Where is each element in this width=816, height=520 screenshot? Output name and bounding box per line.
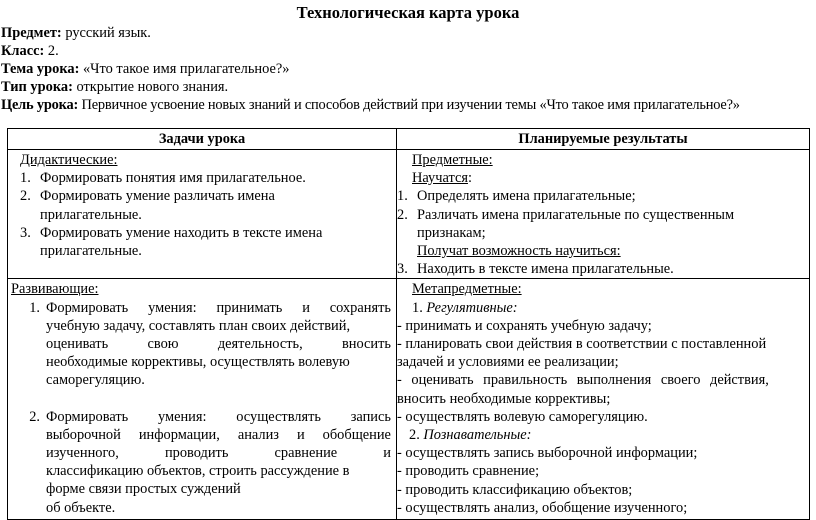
meta-value: открытие нового знания. — [72, 79, 229, 95]
header-tasks: Задачи урока — [8, 129, 397, 150]
meta-results-heading: Метапредметные: — [412, 281, 522, 298]
meta-goal — [1, 96, 740, 114]
meta-value: «Что такое имя прилагательное?» — [79, 61, 290, 77]
list-item: 1. Формировать умения: принимать и сохранять учебную задачу, составлять план своих действий, оценивать свою деятельность, вносить необходимые коррективы, осуществлять волевую саморегуляцию. — [29, 299, 391, 389]
text-line: необходимые коррективы, осуществлять волевую — [46, 354, 350, 371]
header-results: Планируемые результаты — [397, 129, 810, 150]
meta-lesson-type — [1, 78, 228, 96]
list-item: - проводить сравнение; — [397, 463, 540, 480]
list-item: - планировать свои действия в соответствии с поставленной — [397, 336, 767, 353]
text-line: учебную задачу, составлять план своих действий, — [46, 317, 351, 334]
lesson-table — [7, 128, 810, 520]
list-item-cont: признакам; — [417, 224, 486, 241]
text-line: об объекте. — [46, 499, 116, 516]
text-line: Формировать умения: осуществлять запись — [46, 408, 391, 425]
meta-label: Цель урока: — [1, 97, 79, 113]
text-line: Формировать умения: принимать и сохранять — [46, 299, 391, 316]
list-item: - оценивать правильность выполнения своего действия, — [397, 372, 769, 389]
developing-heading: Развивающие: — [11, 281, 99, 298]
list-item: - проводить классификацию объектов; — [397, 481, 633, 498]
list-item: 1. Формировать понятия имя прилагательное. — [20, 170, 306, 187]
meta-label: Тема урока: — [1, 61, 80, 77]
text-line: форме связи простых суждений — [46, 481, 241, 498]
list-item-cont: прилагательные. — [40, 206, 142, 223]
meta-value: Первичное усвоение новых знаний и способов действий при изучении темы «Что такое имя прилагательное?» — [78, 97, 740, 113]
page-title: Технологическая карта урока — [296, 3, 520, 22]
list-item-cont: прилагательные. — [40, 243, 142, 260]
meta-label: Тип урока: — [1, 79, 73, 95]
regulative-heading: 1. Регулятивные: — [412, 299, 518, 316]
subject-heading: Предметные: — [412, 152, 493, 168]
list-item: задачей и условиями ее реализации; — [397, 354, 619, 371]
list-item: 2. Различать имена прилагательные по существенным — [397, 206, 735, 223]
list-item: - осуществлять волевую саморегуляцию. — [397, 408, 648, 425]
list-item: - осуществлять запись выборочной информации; — [397, 445, 698, 462]
list-item: 2. Формировать умение различать имена — [20, 188, 275, 205]
meta-label: Класс: — [1, 43, 45, 59]
cell-developing — [8, 279, 397, 520]
list-item: - осуществлять анализ, обобщение изученного; — [397, 499, 688, 516]
cell-didactic — [8, 150, 397, 279]
cognitive-heading: 2. Познавательные: — [409, 427, 532, 444]
list-item: - принимать и сохранять учебную задачу; — [397, 317, 652, 334]
text-line: оценивать свою деятельность, вносить — [46, 336, 391, 353]
list-item: 2. Формировать умения: осуществлять запись выборочной информации, анализ и обобщение изученного, проводить сравнение и классификацию объектов, строить рассуждение в форме связи простых суждений об объекте. — [29, 408, 391, 516]
text-line: классификацию объектов, строить рассуждение в — [46, 463, 350, 480]
meta-value: 2. — [44, 43, 59, 59]
meta-label: Предмет: — [1, 25, 62, 41]
list-item: 3. Находить в тексте имена прилагательные. — [397, 261, 674, 278]
meta-subject — [1, 24, 151, 42]
list-item: 3. Формировать умение находить в тексте имена — [20, 224, 323, 241]
table-row — [8, 279, 810, 520]
list-item: вносить необходимые коррективы; — [397, 390, 611, 407]
learn-heading: Научатся: — [412, 170, 472, 187]
text-line: изученного, проводить сравнение и — [46, 445, 391, 462]
meta-grade — [1, 42, 59, 60]
text-line: выборочной информации, анализ и обобщение — [46, 426, 391, 443]
table-header-row — [8, 129, 810, 150]
meta-value: русский язык. — [61, 25, 151, 41]
didactic-heading: Дидактические: — [20, 152, 118, 168]
meta-topic — [1, 60, 289, 78]
table-row — [8, 150, 810, 279]
cell-meta-results — [397, 279, 810, 520]
cell-subject-results — [397, 150, 810, 279]
chance-heading: Получат возможность научиться: — [417, 243, 621, 260]
list-item: 1. Определять имена прилагательные; — [397, 188, 636, 205]
text-line: саморегуляцию. — [46, 372, 145, 389]
